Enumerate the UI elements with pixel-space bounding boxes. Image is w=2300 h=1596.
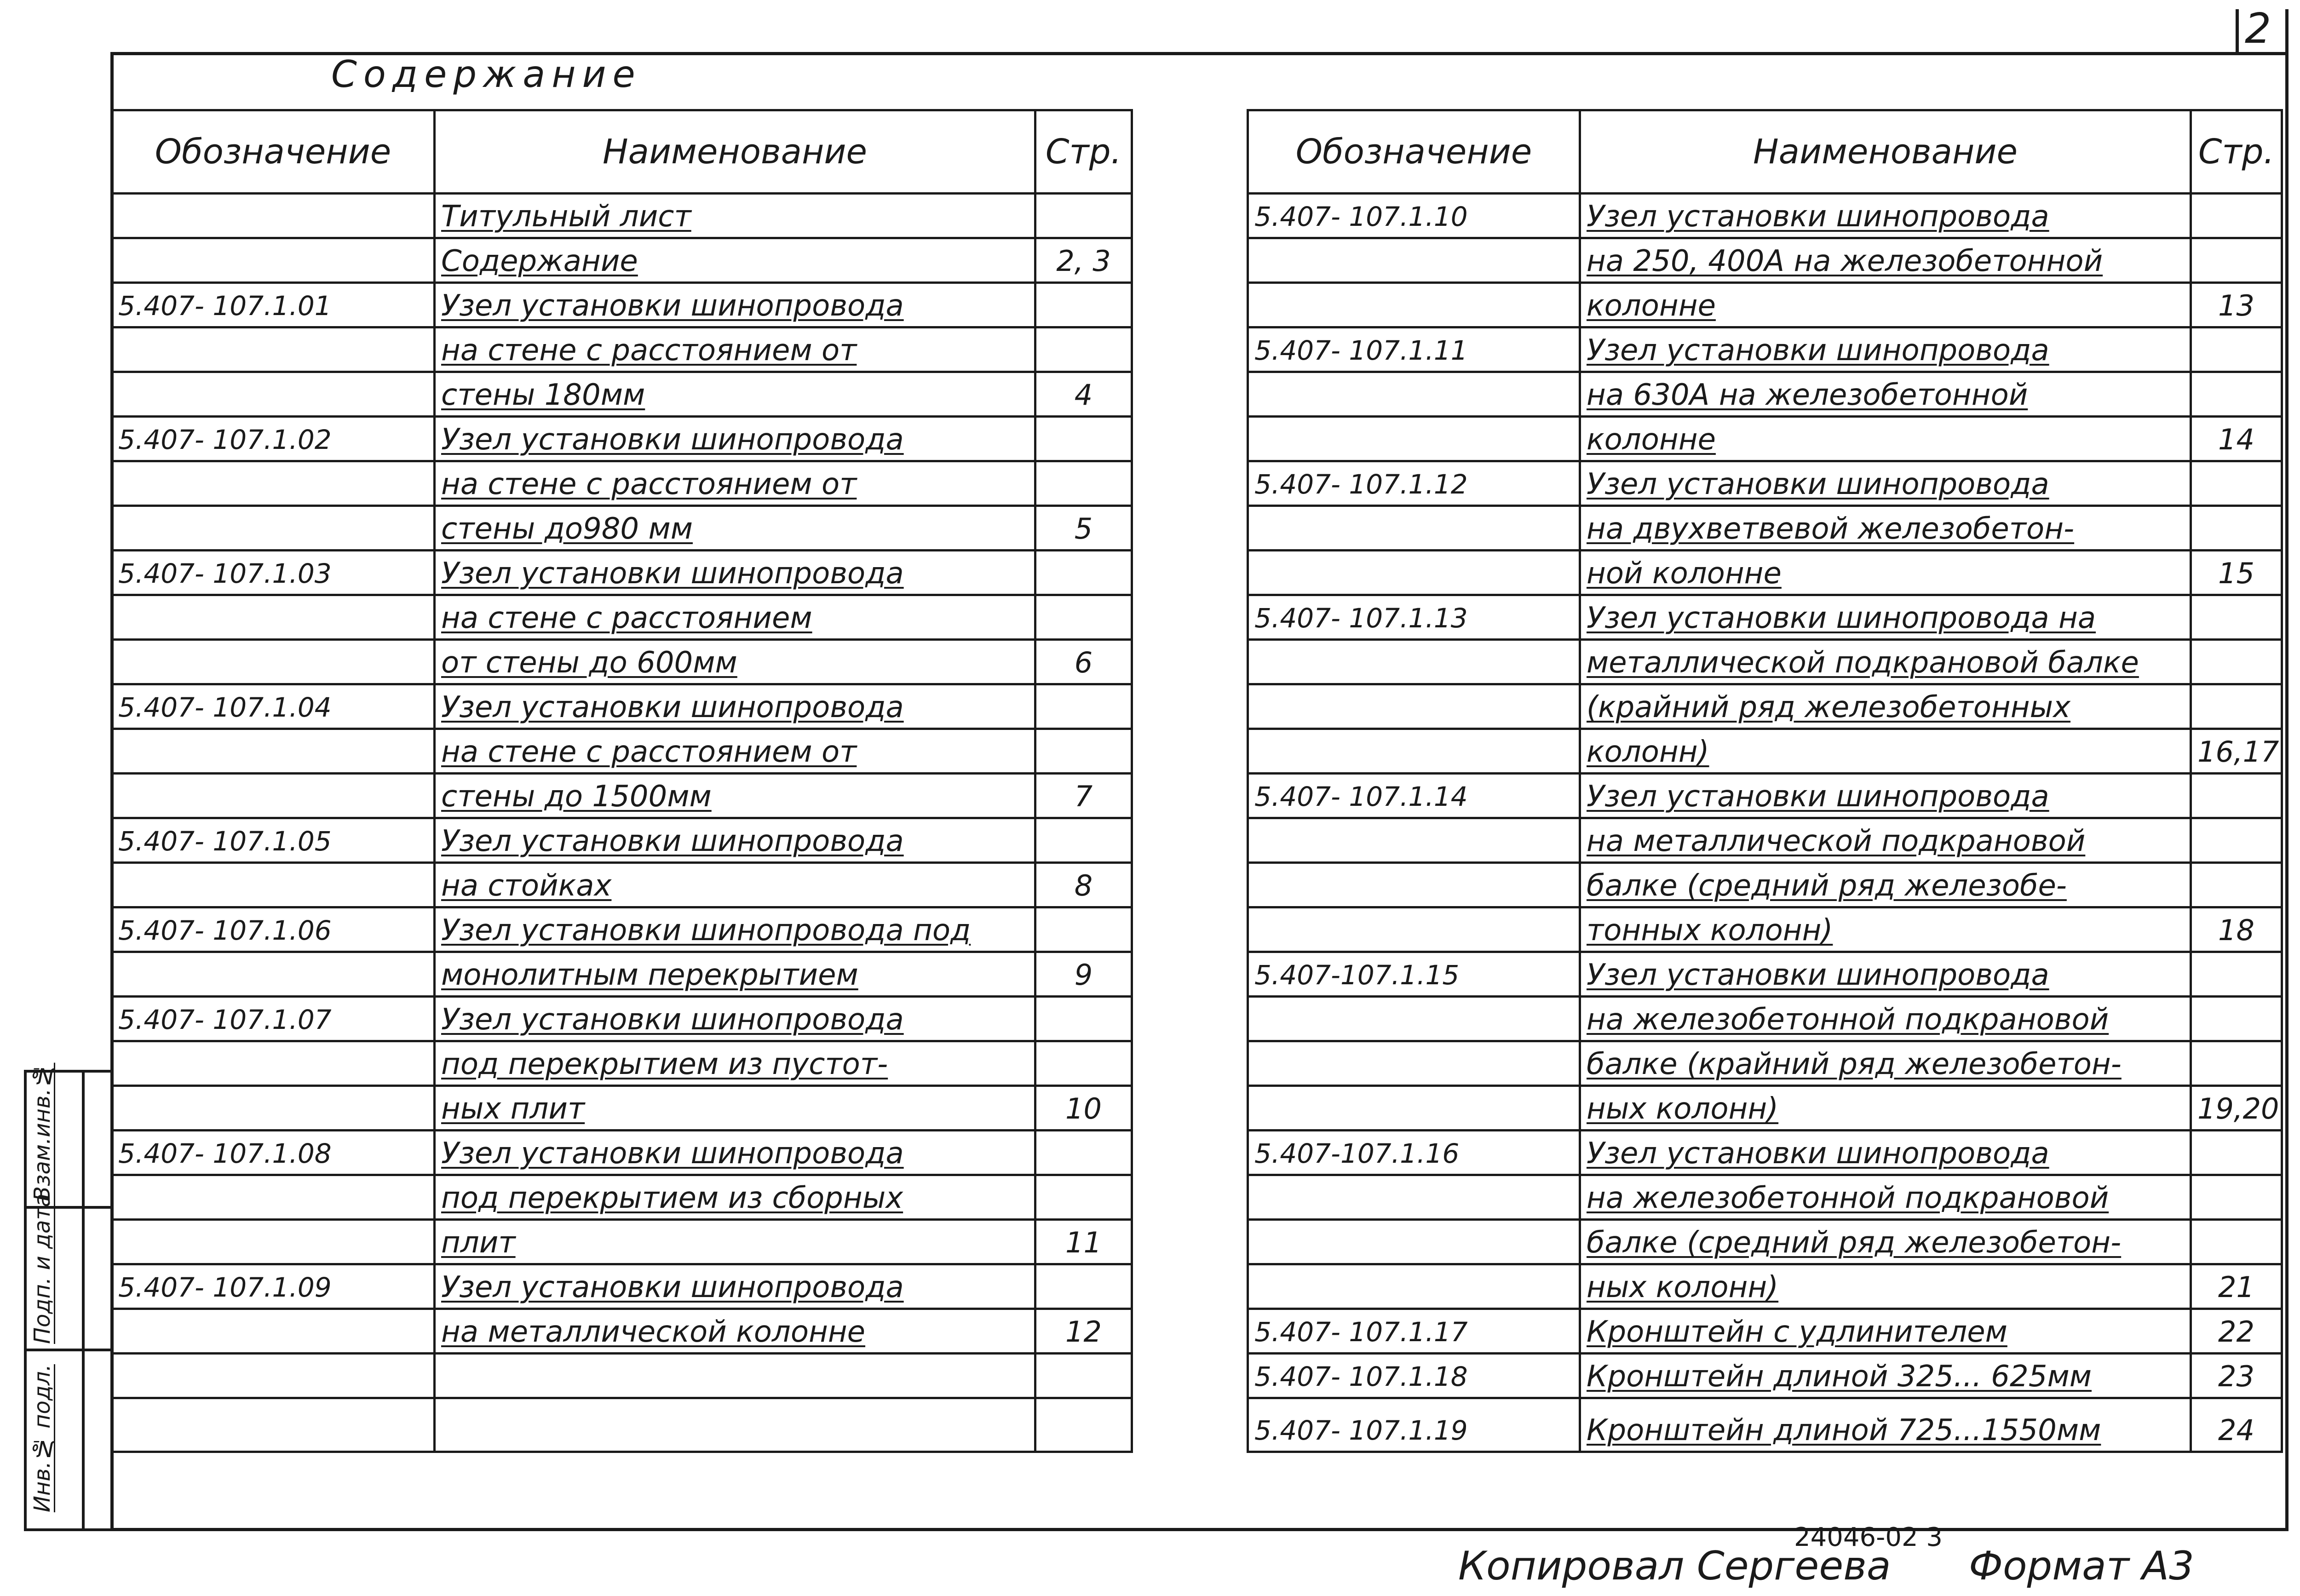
cell-code: 5.407- 107.1.01 xyxy=(112,283,435,327)
cell-code xyxy=(112,729,435,774)
cell-name: Узел установки шинопровода под xyxy=(435,907,1035,952)
cell-page xyxy=(2191,1220,2282,1264)
copied-by: Копировал Сергеева xyxy=(1458,1543,1891,1589)
cell-code: 5.407- 107.1.11 xyxy=(1248,327,1580,372)
cell-code xyxy=(1248,907,1580,952)
cell-code xyxy=(112,1175,435,1220)
contents-table-left xyxy=(110,109,1133,1453)
cell-code xyxy=(112,1398,435,1452)
cell-code: 5.407- 107.1.13 xyxy=(1248,595,1580,640)
cell-code xyxy=(1248,551,1580,595)
cell-name: на 250, 400А на железобетонной xyxy=(1580,238,2191,283)
table-row xyxy=(112,1398,1132,1452)
cell-page xyxy=(2191,595,2282,640)
cell-name: Узел установки шинопровода xyxy=(435,1131,1035,1175)
cell-name: на железобетонной подкрановой xyxy=(1580,1175,2191,1220)
cell-page: 19,20 xyxy=(2191,1086,2282,1131)
cell-page: 11 xyxy=(1035,1220,1132,1264)
table-row xyxy=(112,238,1132,283)
cell-code xyxy=(1248,1041,1580,1086)
table-row xyxy=(112,417,1132,461)
cell-name: Кронштейн с удлинителем xyxy=(1580,1309,2191,1354)
table-row xyxy=(1248,1041,2282,1086)
table-row xyxy=(112,684,1132,729)
cell-code xyxy=(112,327,435,372)
cell-name: Узел установки шинопровода xyxy=(435,283,1035,327)
cell-page xyxy=(2191,506,2282,551)
stamp-label-original-inv: Инв.№ подл. xyxy=(29,1364,55,1512)
cell-page xyxy=(1035,684,1132,729)
cell-name: от стены до 600мм xyxy=(435,640,1035,684)
cell-page xyxy=(1035,461,1132,506)
header-row xyxy=(1248,110,2282,194)
header-row xyxy=(112,110,1132,194)
cell-name: на 630А на железобетонной xyxy=(1580,372,2191,417)
cell-name: на железобетонной подкрановой xyxy=(1580,997,2191,1041)
cell-name: Узел установки шинопровода xyxy=(435,551,1035,595)
header-page: Стр. xyxy=(2191,110,2282,194)
table-row xyxy=(112,194,1132,238)
cell-code: 5.407- 107.1.09 xyxy=(112,1264,435,1309)
sheet-format: Формат А3 xyxy=(1969,1543,2194,1589)
cell-name: тонных колонн) xyxy=(1580,907,2191,952)
cell-page: 18 xyxy=(2191,907,2282,952)
cell-page: 23 xyxy=(2191,1354,2282,1398)
cell-code xyxy=(1248,818,1580,863)
cell-code xyxy=(112,1220,435,1264)
cell-page xyxy=(1035,1175,1132,1220)
cell-page xyxy=(1035,327,1132,372)
cell-name: Узел установки шинопровода на xyxy=(1580,595,2191,640)
table-row xyxy=(112,595,1132,640)
cell-name: ных колонн) xyxy=(1580,1086,2191,1131)
cell-code xyxy=(1248,372,1580,417)
table-row xyxy=(1248,1354,2282,1398)
cell-name: Узел установки шинопровода xyxy=(1580,1131,2191,1175)
cell-page xyxy=(2191,774,2282,818)
table-row xyxy=(1248,461,2282,506)
stamp-divider xyxy=(82,1073,85,1528)
cell-page xyxy=(2191,1041,2282,1086)
page-number: 2 xyxy=(2245,5,2271,53)
cell-name: Узел установки шинопровода xyxy=(1580,774,2191,818)
cell-name: плит xyxy=(435,1220,1035,1264)
cell-code xyxy=(112,372,435,417)
cell-page xyxy=(2191,238,2282,283)
table-row xyxy=(1248,729,2282,774)
cell-page xyxy=(1035,595,1132,640)
table-row xyxy=(1248,1264,2282,1309)
table-row xyxy=(112,1175,1132,1220)
cell-code: 5.407- 107.1.12 xyxy=(1248,461,1580,506)
cell-code: 5.407- 107.1.07 xyxy=(112,997,435,1041)
cell-page xyxy=(1035,194,1132,238)
cell-code xyxy=(112,774,435,818)
table-row xyxy=(112,372,1132,417)
cell-code xyxy=(1248,417,1580,461)
cell-name: ных колонн) xyxy=(1580,1264,2191,1309)
table-row xyxy=(112,1309,1132,1354)
cell-page xyxy=(2191,684,2282,729)
cell-name: Узел установки шинопровода xyxy=(1580,952,2191,997)
table-row xyxy=(112,283,1132,327)
table-row xyxy=(1248,863,2282,907)
cell-name: на стене с расстоянием от xyxy=(435,461,1035,506)
cell-code: 5.407- 107.1.05 xyxy=(112,818,435,863)
cell-code xyxy=(1248,640,1580,684)
cell-code xyxy=(112,640,435,684)
cell-name: под перекрытием из сборных xyxy=(435,1175,1035,1220)
table-row xyxy=(1248,1086,2282,1131)
cell-code xyxy=(112,461,435,506)
cell-page: 5 xyxy=(1035,506,1132,551)
cell-code xyxy=(112,863,435,907)
cell-page: 4 xyxy=(1035,372,1132,417)
cell-code xyxy=(1248,238,1580,283)
table-row xyxy=(1248,372,2282,417)
cell-code xyxy=(1248,1220,1580,1264)
table-row xyxy=(1248,907,2282,952)
table-row xyxy=(112,774,1132,818)
header-designation: Обозначение xyxy=(112,110,435,194)
cell-name: стены 180мм xyxy=(435,372,1035,417)
cell-code xyxy=(1248,283,1580,327)
cell-page: 15 xyxy=(2191,551,2282,595)
cell-name: на металлической колонне xyxy=(435,1309,1035,1354)
table-row xyxy=(112,729,1132,774)
cell-code: 5.407- 107.1.03 xyxy=(112,551,435,595)
cell-name: Узел установки шинопровода xyxy=(1580,327,2191,372)
cell-code xyxy=(112,595,435,640)
cell-code xyxy=(112,1309,435,1354)
cell-page: 2, 3 xyxy=(1035,238,1132,283)
cell-page xyxy=(2191,194,2282,238)
cell-name: под перекрытием из пустот- xyxy=(435,1041,1035,1086)
cell-page: 6 xyxy=(1035,640,1132,684)
cell-name: Узел установки шинопровода xyxy=(435,1264,1035,1309)
cell-page xyxy=(1035,417,1132,461)
cell-page xyxy=(1035,1264,1132,1309)
cell-page xyxy=(1035,1041,1132,1086)
cell-name xyxy=(435,1354,1035,1398)
cell-code: 5.407-107.1.16 xyxy=(1248,1131,1580,1175)
table-row xyxy=(112,1220,1132,1264)
header-page: Стр. xyxy=(1035,110,1132,194)
cell-name: Кронштейн длиной 325... 625мм xyxy=(1580,1354,2191,1398)
cell-code xyxy=(112,952,435,997)
stamp-separator xyxy=(27,1349,110,1351)
cell-name: Узел установки шинопровода xyxy=(1580,461,2191,506)
cell-page xyxy=(1035,1398,1132,1452)
cell-name: Титульный лист xyxy=(435,194,1035,238)
stamp-label-signature-date: Подп. и дата xyxy=(29,1194,55,1344)
cell-name: на металлической подкрановой xyxy=(1580,818,2191,863)
document-code: 24046-02 3 xyxy=(1794,1522,1943,1552)
cell-code xyxy=(112,1354,435,1398)
table-row xyxy=(1248,417,2282,461)
cell-name: балке (средний ряд железобетон- xyxy=(1580,1220,2191,1264)
table-row xyxy=(112,1131,1132,1175)
table-row xyxy=(1248,1220,2282,1264)
cell-code xyxy=(1248,863,1580,907)
cell-code xyxy=(112,238,435,283)
header-name: Наименование xyxy=(1580,110,2191,194)
table-row xyxy=(112,1041,1132,1086)
cell-name: стены до980 мм xyxy=(435,506,1035,551)
table-row xyxy=(1248,640,2282,684)
cell-name: металлической подкрановой балке xyxy=(1580,640,2191,684)
cell-page xyxy=(2191,461,2282,506)
table-row xyxy=(1248,818,2282,863)
cell-code: 5.407- 107.1.14 xyxy=(1248,774,1580,818)
sheet-right-border xyxy=(2285,9,2288,1531)
cell-code: 5.407- 107.1.18 xyxy=(1248,1354,1580,1398)
table-row xyxy=(1248,774,2282,818)
cell-page: 24 xyxy=(2191,1398,2282,1452)
cell-code xyxy=(1248,1086,1580,1131)
cell-page xyxy=(1035,1354,1132,1398)
cell-name xyxy=(435,1398,1035,1452)
cell-page xyxy=(2191,818,2282,863)
cell-code: 5.407- 107.1.10 xyxy=(1248,194,1580,238)
cell-code: 5.407- 107.1.19 xyxy=(1248,1398,1580,1452)
cell-page xyxy=(2191,1131,2282,1175)
header-designation: Обозначение xyxy=(1248,110,1580,194)
table-row xyxy=(1248,238,2282,283)
cell-page xyxy=(1035,907,1132,952)
cell-name: балке (крайний ряд железобетон- xyxy=(1580,1041,2191,1086)
cell-page xyxy=(2191,1175,2282,1220)
table-row xyxy=(112,863,1132,907)
cell-page xyxy=(1035,551,1132,595)
cell-name: ных плит xyxy=(435,1086,1035,1131)
cell-page: 8 xyxy=(1035,863,1132,907)
cell-name: на стене с расстоянием от xyxy=(435,327,1035,372)
cell-code: 5.407- 107.1.08 xyxy=(112,1131,435,1175)
cell-page xyxy=(2191,863,2282,907)
cell-name: на стене с расстоянием от xyxy=(435,729,1035,774)
sheet-title: Содержание xyxy=(331,53,642,96)
cell-name: на стене с расстоянием xyxy=(435,595,1035,640)
cell-page xyxy=(1035,729,1132,774)
cell-name: Узел установки шинопровода xyxy=(435,684,1035,729)
table-row xyxy=(1248,506,2282,551)
table-row xyxy=(1248,997,2282,1041)
table-row xyxy=(112,1354,1132,1398)
cell-page: 13 xyxy=(2191,283,2282,327)
cell-code: 5.407- 107.1.04 xyxy=(112,684,435,729)
cell-page: 10 xyxy=(1035,1086,1132,1131)
table-row xyxy=(1248,952,2282,997)
table-row xyxy=(112,640,1132,684)
cell-code xyxy=(1248,506,1580,551)
table-row xyxy=(1248,1309,2282,1354)
table-row xyxy=(1248,684,2282,729)
side-stamp xyxy=(24,1062,110,1531)
table-row xyxy=(112,506,1132,551)
cell-page: 7 xyxy=(1035,774,1132,818)
table-row xyxy=(112,952,1132,997)
header-name: Наименование xyxy=(435,110,1035,194)
cell-name: Узел установки шинопровода xyxy=(1580,194,2191,238)
cell-page xyxy=(2191,952,2282,997)
cell-page xyxy=(2191,327,2282,372)
cell-name: на двухветвевой железобетон- xyxy=(1580,506,2191,551)
stamp-label-replacement-inv: Взам.инв.№ xyxy=(29,1062,55,1201)
cell-code xyxy=(1248,997,1580,1041)
table-row xyxy=(112,818,1132,863)
table-row xyxy=(112,461,1132,506)
table-row xyxy=(1248,1131,2282,1175)
cell-page xyxy=(2191,640,2282,684)
cell-code xyxy=(1248,684,1580,729)
cell-name: колонн) xyxy=(1580,729,2191,774)
cell-name: монолитным перекрытием xyxy=(435,952,1035,997)
table-row xyxy=(1248,551,2282,595)
cell-name: Кронштейн длиной 725...1550мм xyxy=(1580,1398,2191,1452)
cell-code xyxy=(1248,1175,1580,1220)
table-row xyxy=(112,907,1132,952)
table-row xyxy=(1248,283,2282,327)
cell-page xyxy=(1035,1131,1132,1175)
cell-name: Узел установки шинопровода xyxy=(435,417,1035,461)
cell-name: балке (средний ряд железобе- xyxy=(1580,863,2191,907)
cell-page: 22 xyxy=(2191,1309,2282,1354)
cell-code: 5.407- 107.1.17 xyxy=(1248,1309,1580,1354)
cell-name: ной колонне xyxy=(1580,551,2191,595)
table-row xyxy=(112,551,1132,595)
cell-page xyxy=(2191,372,2282,417)
cell-page xyxy=(1035,997,1132,1041)
cell-page: 21 xyxy=(2191,1264,2282,1309)
cell-name: колонне xyxy=(1580,283,2191,327)
contents-table-right xyxy=(1247,109,2283,1453)
table-row xyxy=(112,1264,1132,1309)
cell-code xyxy=(112,1086,435,1131)
cell-name: колонне xyxy=(1580,417,2191,461)
cell-page: 16,17 xyxy=(2191,729,2282,774)
cell-name: на стойках xyxy=(435,863,1035,907)
cell-code xyxy=(1248,1264,1580,1309)
cell-page xyxy=(1035,818,1132,863)
table-row xyxy=(1248,194,2282,238)
cell-code xyxy=(112,506,435,551)
cell-name: Узел установки шинопровода xyxy=(435,818,1035,863)
cell-page: 12 xyxy=(1035,1309,1132,1354)
table-row xyxy=(1248,1175,2282,1220)
cell-code: 5.407- 107.1.02 xyxy=(112,417,435,461)
cell-name: (крайний ряд железобетонных xyxy=(1580,684,2191,729)
table-row xyxy=(112,1086,1132,1131)
cell-code: 5.407- 107.1.06 xyxy=(112,907,435,952)
cell-code xyxy=(112,1041,435,1086)
cell-code: 5.407-107.1.15 xyxy=(1248,952,1580,997)
cell-page xyxy=(1035,283,1132,327)
table-row xyxy=(112,997,1132,1041)
cell-page: 14 xyxy=(2191,417,2282,461)
cell-code xyxy=(1248,729,1580,774)
table-row xyxy=(112,327,1132,372)
table-row xyxy=(1248,1398,2282,1452)
cell-page xyxy=(2191,997,2282,1041)
cell-code xyxy=(112,194,435,238)
table-row xyxy=(1248,595,2282,640)
table-row xyxy=(1248,327,2282,372)
cell-name: стены до 1500мм xyxy=(435,774,1035,818)
cell-name: Содержание xyxy=(435,238,1035,283)
cell-name: Узел установки шинопровода xyxy=(435,997,1035,1041)
cell-page: 9 xyxy=(1035,952,1132,997)
